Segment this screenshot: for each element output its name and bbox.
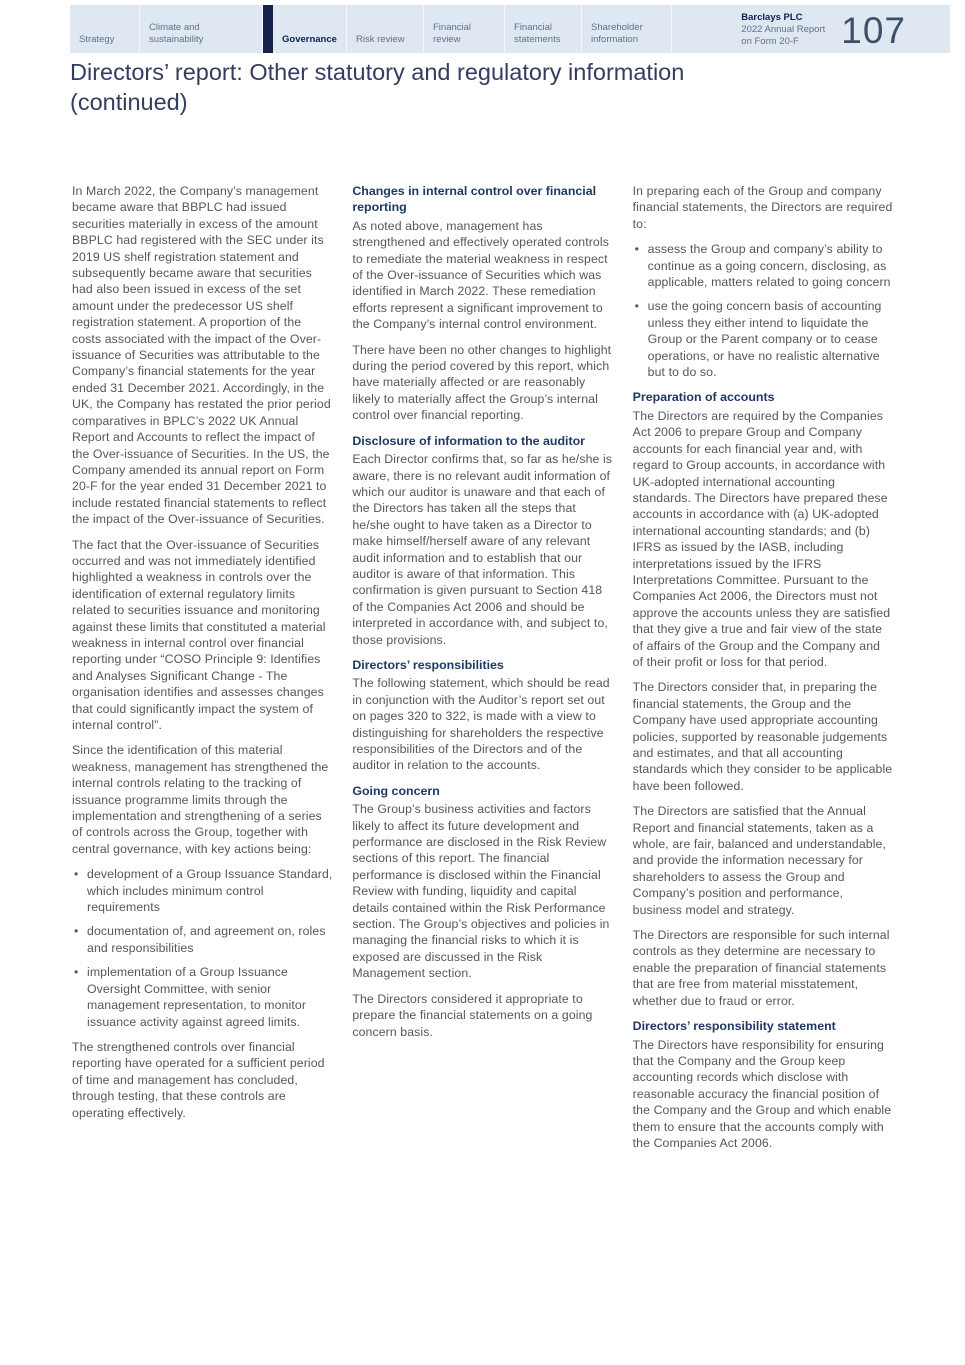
body-paragraph: As noted above, management has strengthened and effectively operated controls to remediate the material weakness in respect of the Over-issuance of Securities which was identified in March 2022. These remediation efforts represent a significant improvement to the Company’s internal control environment.	[352, 218, 609, 332]
tab-financial-statements[interactable]	[504, 5, 581, 53]
tab-label: Climate and sustainability	[149, 22, 204, 45]
text-column-2	[352, 183, 613, 1160]
bullet-list	[72, 866, 333, 1030]
report-brand	[671, 5, 950, 53]
page-title-line2: (continued)	[70, 88, 188, 115]
body-paragraph: The Directors considered it appropriate to prepare the financial statements on a going concern basis.	[352, 991, 593, 1039]
body-paragraph: The Directors are satisfied that the Annual Report and financial statements, taken as a whole, are fair, balanced and understandable, and provide the information necessary for shareholders to assess the Group and Company’s position and performance, business model and strategy.	[632, 804, 887, 917]
body-paragraph: The following statement, which should be read in conjunction with the Auditor’s report set out on pages 320 to 322, is made with a view to distinguishing for shareholders the respective responsibilities of the Directors and of the auditor in relation to the accounts.	[352, 676, 610, 773]
bullet-item: • use the going concern basis of accounting unless they either intend to liquidate the Group or the Parent company or to cease operations, or have no realistic alternative but to do so.	[648, 298, 894, 380]
tab-label: Shareholder information	[591, 22, 643, 45]
tab-climate-and-sustainability[interactable]	[139, 5, 262, 53]
page-number: 107	[841, 9, 906, 51]
body-paragraph: The Directors are responsible for such internal controls as they determine are necessary to enable the preparation of financial statements that are free from material misstatement, whether due to fraud or error.	[632, 928, 890, 1008]
tab-label: Governance	[282, 34, 337, 45]
bullet-item: • documentation of, and agreement on, roles and responsibilities	[87, 923, 333, 956]
text-column-1	[72, 183, 333, 1160]
tab-risk-review[interactable]	[346, 5, 423, 53]
body-paragraph: The fact that the Over-issuance of Securities occurred and was not immediately identified highlighted a weakness in controls over the identification of external regulatory limits related to securities issuance and monitoring against these limits that constituted a material weakness in internal control over financial reporting under “COSO Principle 9: Identifies and Analyses Significant Change - The organisation identifies and assesses changes that could significantly impact the system of internal control”.	[72, 537, 326, 732]
body-paragraph: The Directors are required by the Companies Act 2006 to prepare Group and Company accounts for each financial year and, with regard to Group accounts, in accordance with UK-adopted international accounting standards. The Directors have prepared these accounts in accordance with (a) UK-adopted international accounting standards; and (b) IFRS as issued by the IASB, including interpretations issued by the IFRS Interpretations Committee. Pursuant to the Companies Act 2006, the Directors must not approve the accounts unless they are satisfied that they give a true and fair view of the state of affairs of the Group and the Company and of their profit or loss for that period.	[632, 408, 891, 669]
body-paragraph: The Group’s business activities and factors likely to affect its future development and performance are disclosed in the Risk Review sections of this report. The financial performance is disclosed within the Financial Review with funding, liquidity and capital details contained within the Risk Performance section. The Group’s objectives and policies in managing the financial risks to which it is exposed are discussed in the Risk Management section.	[352, 802, 610, 981]
tab-label: Financial statements	[514, 22, 561, 45]
page-title-line1: Directors’ report: Other statutory and regulatory information	[70, 59, 685, 85]
tab-shareholder-information[interactable]	[581, 5, 671, 53]
section-heading: Directors’ responsibility statement	[632, 1019, 836, 1034]
tab-label: Risk review	[356, 34, 405, 45]
report-brand-text	[741, 12, 825, 48]
section-heading: Preparation of accounts	[632, 390, 775, 405]
body-paragraph: The Directors consider that, in preparing the financial statements, the Group and the Company have used appropriate accounting policies, supported by reasonable judgements and estimates, and that all accounting standards which they consider to be applicable have been followed.	[632, 680, 893, 793]
body-paragraph: In March 2022, the Company’s management became aware that BBPLC had issued securities materially in excess of the amount BBPLC had registered with the SEC under its 2019 US shelf registration statement and subsequently became aware that securities had also been issued in excess of the set amount under the predecessor US shelf registration statement. A proportion of the costs associated with the impact of the Over-issuance of Securities was attributable to the Company’s financial statements for the year ended 31 December 2021. Accordingly, in the UK, the Company has restated the prior period comparatives in BPLC’s 2022 UK Annual Report and Accounts to reflect the impact of the Over-issuance of Securities. In the US, the Company amended its annual report on Form 20-F for the year ended 31 December 2021 to include restated financial statements to reflect the impact of the Over-issuance of Securities.	[72, 184, 331, 527]
body-paragraph: Since the identification of this material weakness, management has strengthened the internal controls relating to the tracking of issuance programme limits through the implementation and strengthening of a series of controls across the Group, together with central governance, with key actions being:	[72, 743, 329, 856]
body-paragraph: There have been no other changes to highlight during the period covered by this report, which have materially affected or are reasonably likely to materially affect the Group’s internal control over financial reporting.	[352, 342, 612, 423]
body-paragraph: In preparing each of the Group and company financial statements, the Directors are required to:	[632, 184, 893, 231]
page-title	[70, 58, 870, 117]
bullet-item: • implementation of a Group Issuance Oversight Committee, with senior management representation, to monitor issuance activity against agreed limits.	[87, 964, 333, 1030]
bullet-item: • assess the Group and company’s ability to continue as a going concern, disclosing, as applicable, matters related to going concern	[648, 241, 894, 290]
body-paragraph: The Directors have responsibility for ensuring that the Company and the Group keep accounting records which disclose with reasonable accuracy the financial position of the Company and the Group and which enable them to ensure that the accounts comply with the Companies Act 2006.	[632, 1037, 892, 1150]
tab-label: Financial review	[433, 22, 472, 45]
text-column-3	[633, 183, 894, 1160]
body-paragraph: Each Director confirms that, so far as he/she is aware, there is no relevant audit information of which our auditor is unaware and that each of the Directors has taken all the steps that he/she ought to have taken as a Director to make himself/herself aware of any relevant audit information and to establish that our auditor is aware of that information. This confirmation is given pursuant to Section 418 of the Companies Act 2006 and should be interpreted in accordance with, and subject to, those provisions.	[352, 452, 613, 647]
bullet-item: • development of a Group Issuance Standard, which includes minimum control requirements	[87, 866, 333, 915]
brand-report-line: 2022 Annual Report	[741, 24, 826, 35]
page-body	[72, 183, 894, 1160]
tab-governance[interactable]	[262, 5, 346, 53]
section-heading: Changes in internal control over financial reporting	[352, 184, 597, 215]
bullet-list	[633, 241, 894, 380]
section-heading: Going concern	[352, 783, 440, 798]
tab-label: Strategy	[79, 34, 115, 45]
section-heading: Disclosure of information to the auditor	[352, 433, 586, 448]
tab-strategy[interactable]	[70, 5, 139, 53]
report-section-nav	[70, 5, 950, 53]
section-heading: Directors’ responsibilities	[352, 657, 504, 672]
brand-form-line: on Form 20-F	[741, 36, 799, 47]
tab-financial-review[interactable]	[423, 5, 504, 53]
active-tab-indicator	[263, 5, 273, 53]
body-paragraph: The strengthened controls over financial reporting have operated for a sufficient period of time and management has concluded, through testing, that these controls are operating effectively.	[72, 1039, 325, 1120]
brand-name: Barclays PLC	[741, 12, 803, 23]
